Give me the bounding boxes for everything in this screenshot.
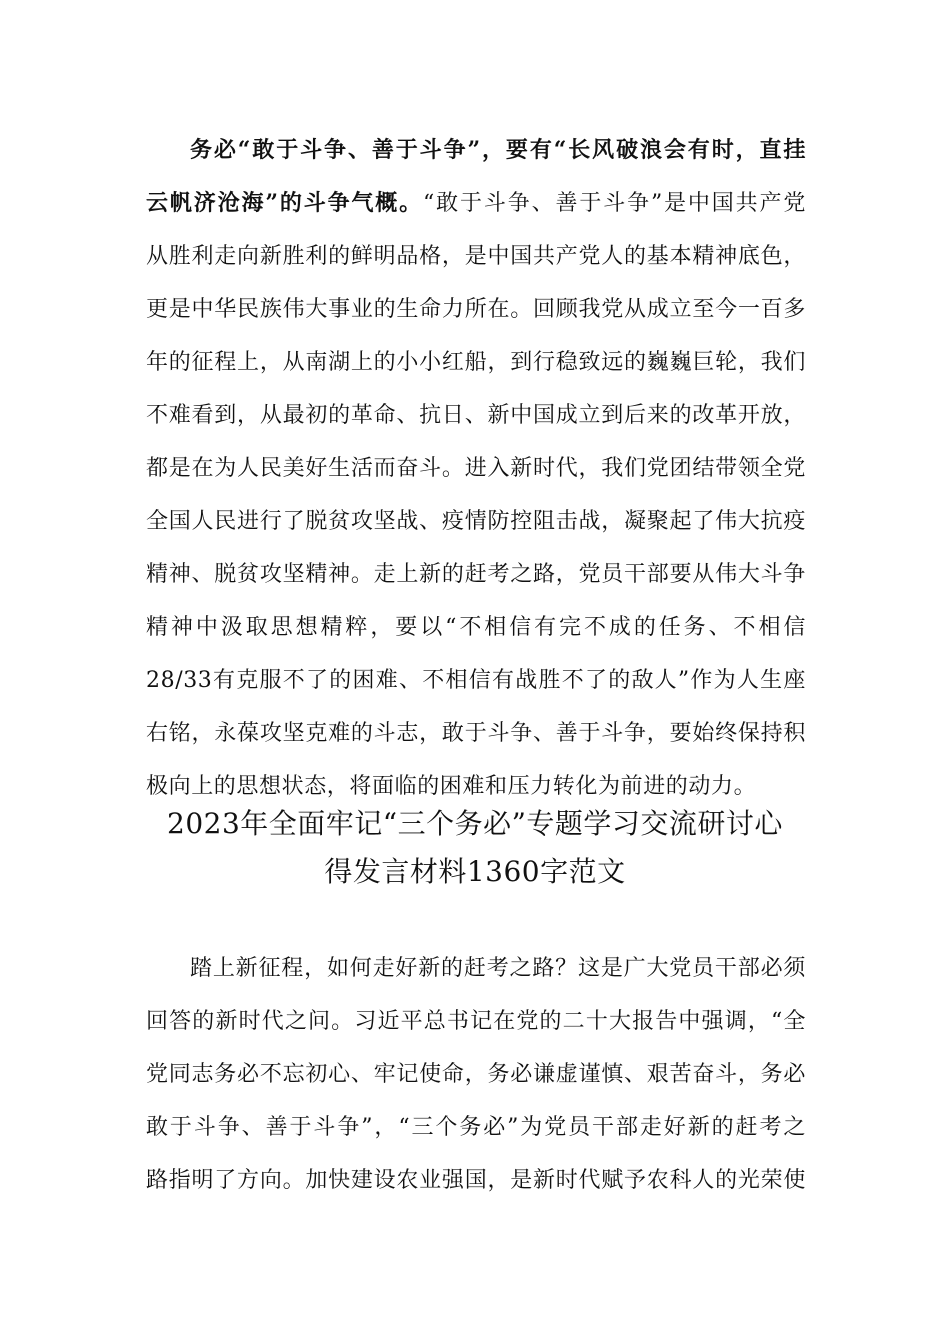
paragraph-line — [146, 177, 806, 230]
paragraph-line: 28/33有克服不了的困难、不相信有战胜不了的敌人”作为人生座 — [146, 668, 806, 693]
article-title-line: 2023年全面牢记“三个务必”专题学习交流研讨心 — [167, 807, 783, 840]
paragraph-line: 从胜利走向新胜利的鲜明品格，是中国共产党人的基本精神底色， — [146, 244, 806, 269]
paragraph-new-journey — [146, 942, 806, 1207]
paragraph-struggle-spirit — [146, 124, 806, 813]
bold-lead-text: 务必“敢于斗争、善于斗争”，要有“长风破浪会有时，直挂 — [190, 137, 806, 163]
paragraph-last-line: 极向上的思想状态，将面临的困难和压力转化为前进的动力。 — [146, 774, 757, 799]
paragraph-line: 踏上新征程，如何走好新的赶考之路？这是广大党员干部必须 — [190, 956, 806, 981]
paragraph-line: 党同志务必不忘初心、牢记使命，务必谦虚谨慎、艰苦奋斗，务必 — [146, 1062, 806, 1087]
paragraph-line: 精神中汲取思想精粹，要以“不相信有完不成的任务、不相信 — [146, 615, 806, 640]
paragraph-line: 精神、脱贫攻坚精神。走上新的赶考之路，党员干部要从伟大斗争 — [146, 562, 806, 587]
paragraph-line: 路指明了方向。加快建设农业强国，是新时代赋予农科人的光荣使 — [146, 1168, 806, 1193]
bold-lead-text: 云帆济沧海”的斗争气概。 — [146, 190, 424, 216]
article-title-line: 得发言材料1360字范文 — [324, 855, 626, 888]
paragraph-line: 全国人民进行了脱贫攻坚战、疫情防控阻击战，凝聚起了伟大抗疫 — [146, 509, 806, 534]
paragraph-line: 不难看到，从最初的革命、抗日、新中国成立到后来的改革开放， — [146, 403, 806, 428]
paragraph-line: 年的征程上，从南湖上的小小红船，到行稳致远的巍巍巨轮，我们 — [146, 350, 806, 375]
article-title — [100, 800, 850, 896]
paragraph-line: 敢于斗争、善于斗争”，“三个务必”为党员干部走好新的赶考之 — [146, 1115, 806, 1140]
paragraph-line: 右铭，永葆攻坚克难的斗志，敢于斗争、善于斗争，要始终保持积 — [146, 721, 806, 746]
body-text: “敢于斗争、善于斗争”是中国共产党 — [423, 191, 806, 216]
paragraph-line — [146, 124, 806, 177]
paragraph-line: 都是在为人民美好生活而奋斗。进入新时代，我们党团结带领全党 — [146, 456, 806, 481]
paragraph-line: 回答的新时代之问。习近平总书记在党的二十大报告中强调，“全 — [146, 1009, 806, 1034]
paragraph-line: 更是中华民族伟大事业的生命力所在。回顾我党从成立至今一百多 — [146, 297, 806, 322]
